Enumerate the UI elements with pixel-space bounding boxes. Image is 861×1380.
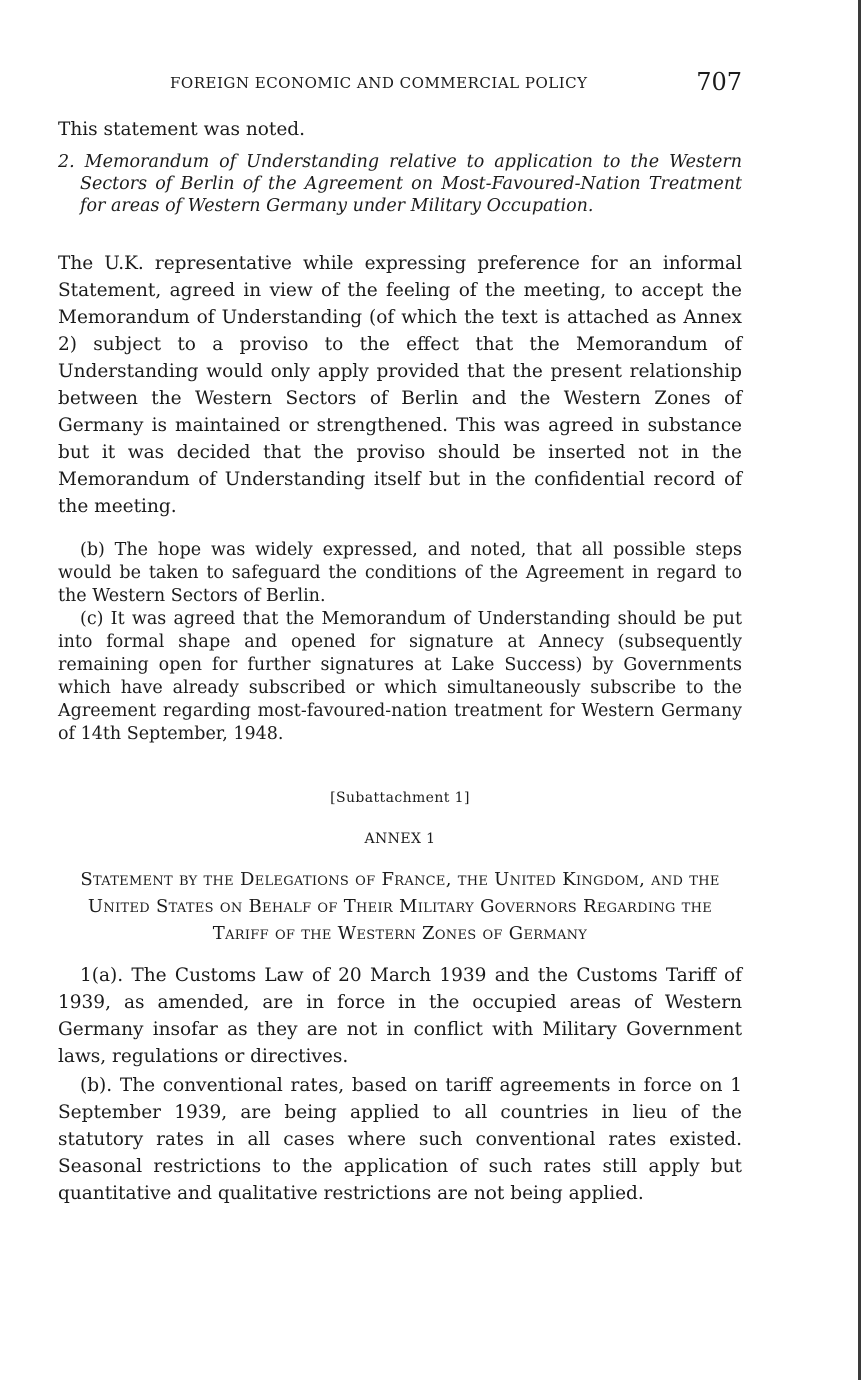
paragraph-c: (c) It was agreed that the Memorandum of Understanding should be put into formal shape and opened for signature at Annecy (subsequently remaining open for further signatures at Lake Success) by Governments which have already subscribed or which simultaneously subscribe to the Agreement regarding most-favoured-nation treatment for Western Germany of 14th September, 1948. bbox=[58, 609, 742, 744]
running-title: FOREIGN ECONOMIC AND COMMERCIAL POLICY bbox=[170, 74, 588, 92]
annex-title: Statement by the Delegations of France, the United Kingdom, and the United States on Behalf of Their Military Governors Regarding the Tariff of the Western Zones of Germany bbox=[80, 869, 720, 944]
annex-paragraph-b: (b). The conventional rates, based on tariff agreements in force on 1 September 1939, are being applied to all countries in lieu of the statutory rates in all cases where such conventional rates existed. Seasonal restrictions to the application of such rates still apply but quantitative and qualitative restrictions are not being applied. bbox=[58, 1075, 742, 1204]
statement-noted-block bbox=[58, 116, 742, 143]
statement-noted: This statement was noted. bbox=[58, 119, 306, 140]
subattachment-label-block bbox=[58, 790, 742, 806]
annex-label: ANNEX 1 bbox=[364, 831, 436, 847]
annex-title-block bbox=[58, 866, 742, 947]
running-header bbox=[58, 68, 742, 102]
page-number: 707 bbox=[696, 68, 742, 96]
annex-body-block bbox=[58, 962, 742, 1207]
annex-label-block bbox=[58, 831, 742, 847]
item-2-paragraph-block bbox=[58, 250, 742, 520]
paragraph-b: (b) The hope was widely expressed, and noted, that all possible steps would be taken to safeguard the conditions of the Agreement in regard to the Western Sectors of Berlin. bbox=[58, 540, 742, 606]
item-2-heading-block bbox=[58, 151, 742, 217]
annex-paragraph-1a: 1(a). The Customs Law of 20 March 1939 and the Customs Tariff of 1939, as amended, are in force in the occupied areas of Western Germany insofar as they are not in conflict with Military Government laws, regulations or directives. bbox=[58, 965, 742, 1067]
subattachment-label: [Subattachment 1] bbox=[330, 790, 470, 806]
para-b-block bbox=[58, 539, 742, 746]
item-2-heading: 2. Memorandum of Understanding relative to application to the Western Sectors of Berlin of the Agreement on Most-Favoured-Nation Treatment for areas of Western Germany under Military Occupation. bbox=[58, 152, 742, 216]
item-2-paragraph: The U.K. representative while expressing preference for an informal Statement, agreed in view of the feeling of the meeting, to accept the Memorandum of Understanding (of which the text is attached as Annex 2) subject to a proviso to the effect that the Memorandum of Understanding would only apply provided that the present relationship between the Western Sectors of Berlin and the Western Zones of Germany is maintained or strengthened. This was agreed in substance but it was decided that the proviso should be inserted not in the Memorandum of Understanding itself but in the confidential record of the meeting. bbox=[58, 253, 742, 517]
